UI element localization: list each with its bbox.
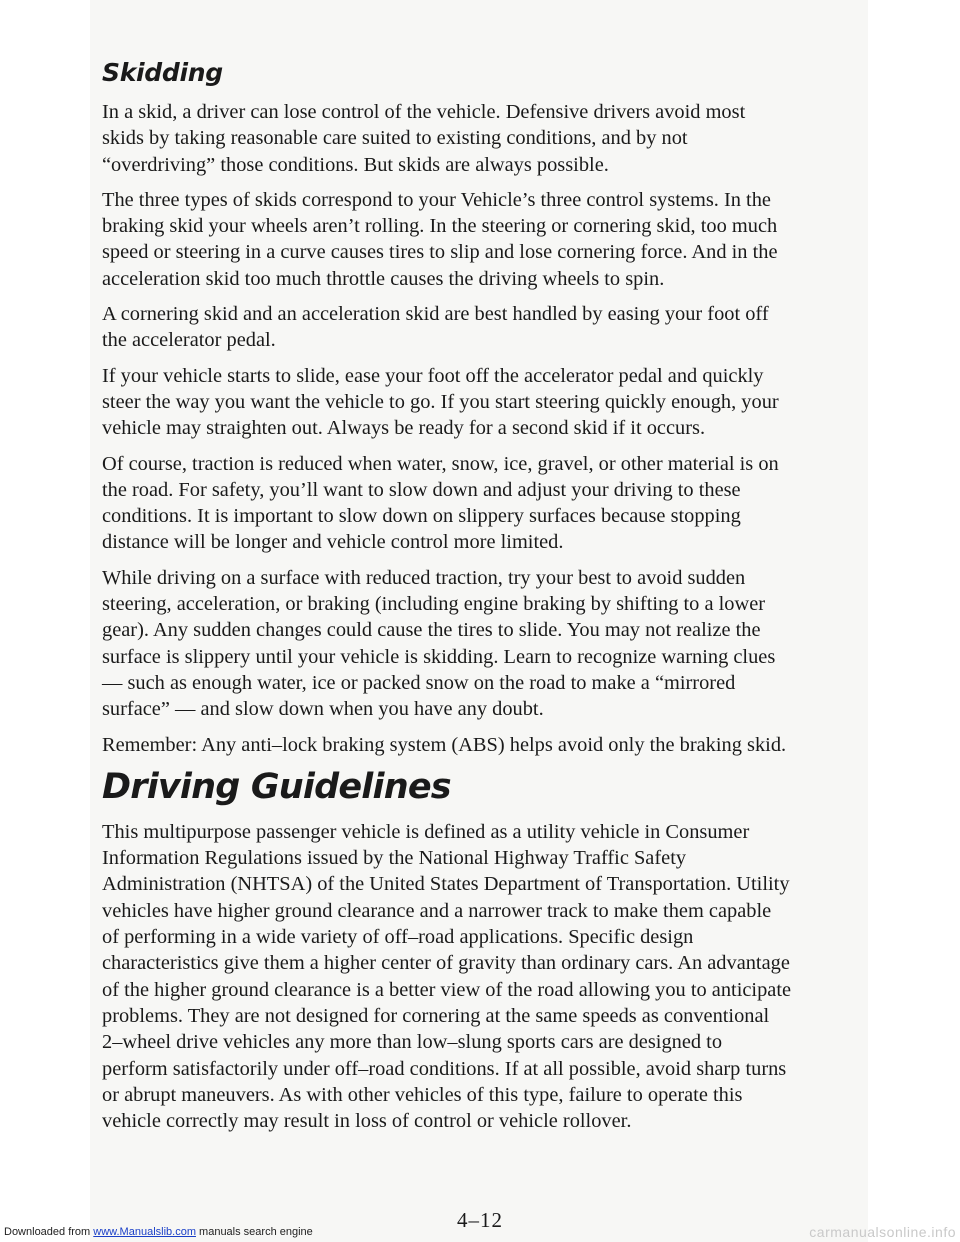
watermark-text: carmanualsonline.info	[809, 1224, 956, 1240]
page-content	[102, 58, 792, 1143]
paragraph: This multipurpose passenger vehicle is defined as a utility vehicle in Consumer Information Regulations issued by the National Highway Traffic Safety Administration (NHTSA) of the United States Department of Transportation. Utility vehicles have higher ground clearance and a narrower track to make them capable of performing in a wide variety of off–road applications. Specific design characteristics give them a higher center of gravity than ordinary cars. An advantage of the higher ground clearance is a better view of the road allowing you to anticipate problems. They are not designed for cornering at the same speeds as conventional 2–wheel drive vehicles any more than low–slung sports cars are designed to perform satisfactorily under off–road conditions. If at all possible, avoid sharp turns or abrupt maneuvers. As with other vehicles of this type, failure to operate this vehicle correctly may result in loss of control or vehicle rollover.	[102, 820, 792, 1133]
section-heading-skidding: Skidding	[102, 58, 223, 87]
paragraph: If your vehicle starts to slide, ease your foot off the accelerator pedal and quickly steer the way you want the vehicle to go. If you start steering quickly enough, your vehicle may straighten out. Always be ready for a second skid if it occurs.	[102, 364, 779, 440]
paragraph: The three types of skids correspond to your Vehicle’s three control systems. In the braking skid your wheels aren’t rolling. In the steering or cornering skid, too much speed or steering in a curve causes tires to slip and lose cornering force. And in the acceleration skid too much throttle causes the driving wheels to spin.	[102, 188, 778, 290]
download-footer	[4, 1226, 313, 1238]
paragraph: In a skid, a driver can lose control of the vehicle. Defensive drivers avoid most skids by taking reasonable care suited to existing conditions, and by not “overdriving” those conditions. But skids are always possible.	[102, 101, 746, 176]
manualslib-link[interactable]: www.Manualslib.com	[93, 1226, 196, 1238]
paragraph: Of course, traction is reduced when water, snow, ice, gravel, or other material is on the road. For safety, you’ll want to slow down and adjust your driving to these conditions. It is important to slow down on slippery surfaces because stopping distance will be longer and vehicle control more limited.	[102, 452, 779, 554]
paragraph: A cornering skid and an acceleration skid are best handled by easing your foot off the accelerator pedal.	[102, 303, 769, 352]
paragraph: Remember: Any anti–lock braking system (ABS) helps avoid only the braking skid.	[102, 733, 787, 756]
page-number: 4–12	[457, 1208, 503, 1232]
paragraph: While driving on a surface with reduced traction, try your best to avoid sudden steering, acceleration, or braking (including engine braking by shifting to a lower gear). Any sudden changes could cause the tires to slide. You may not realize the surface is slippery until your vehicle is skidding. Learn to recognize warning clues — such as enough water, ice or packed snow on the road to make a “mirrored surface” — and slow down when you have any doubt.	[102, 566, 776, 721]
footer-suffix: manuals search engine	[195, 1226, 313, 1238]
section-heading-driving-guidelines: Driving Guidelines	[102, 766, 451, 807]
footer-prefix: Downloaded from	[4, 1226, 94, 1238]
